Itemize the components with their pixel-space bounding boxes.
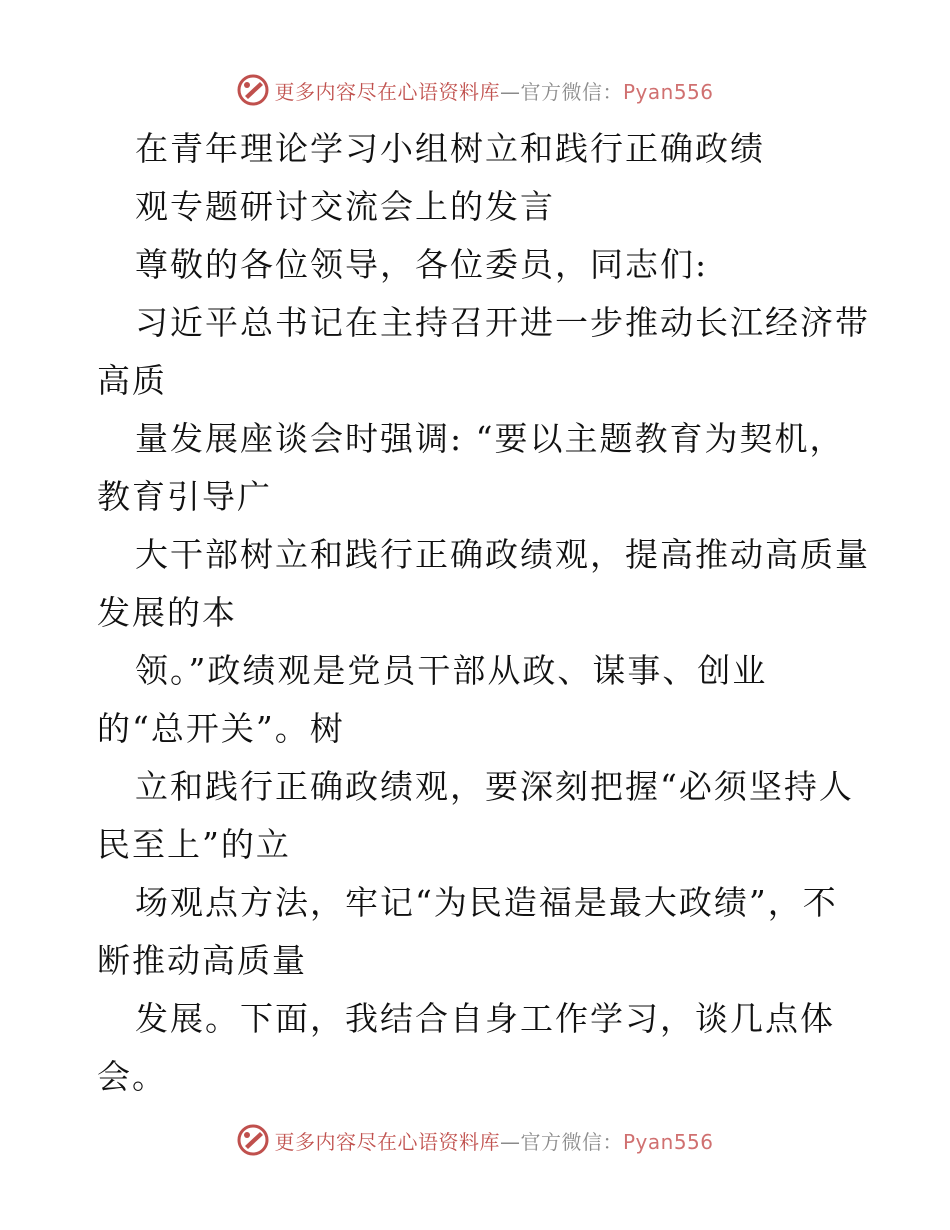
watermark-brand: 更多内容尽在心语资料库 xyxy=(274,1129,500,1154)
brand-logo-icon xyxy=(236,73,270,107)
watermark-id: Pyan556 xyxy=(622,79,714,104)
watermark-banner-top xyxy=(0,70,950,110)
watermark-banner-bottom xyxy=(0,1120,950,1160)
body-line: 民至上”的立 xyxy=(97,825,291,864)
body-line: 断推动高质量 xyxy=(97,941,307,980)
watermark-id: Pyan556 xyxy=(622,1129,714,1154)
body-line: 大干部树立和践行正确政绩观，提高推动高质量 xyxy=(135,535,870,574)
watermark-dash: — xyxy=(499,1129,521,1154)
title-line-2: 观专题研讨交流会上的发言 xyxy=(135,187,555,226)
body-line: 量发展座谈会时强调: “要以主题教育为契机， xyxy=(135,419,845,458)
watermark-dash: — xyxy=(499,79,521,104)
body-line: 的“总开关”。树 xyxy=(97,709,345,748)
body-paragraph xyxy=(97,294,870,1106)
watermark-label: 官方微信： xyxy=(520,1129,623,1154)
body-line: 习近平总书记在主持召开进一步推动长江经济带 xyxy=(135,303,870,342)
body-line: 发展。下面，我结合自身工作学习，谈几点体 xyxy=(135,999,835,1038)
body-line: 领。”政绩观是党员干部从政、谋事、创业 xyxy=(135,651,768,690)
body-line: 立和践行正确政绩观，要深刻把握“必须坚持人 xyxy=(135,767,854,806)
watermark-brand: 更多内容尽在心语资料库 xyxy=(274,79,500,104)
body-line: 会。 xyxy=(97,1057,167,1096)
salutation: 尊敬的各位领导，各位委员，同志们: xyxy=(135,245,709,284)
watermark-text xyxy=(274,1126,713,1155)
body-line: 教育引导广 xyxy=(97,477,272,516)
document-body xyxy=(97,120,870,1106)
body-line: 高质 xyxy=(97,361,167,400)
body-line: 发展的本 xyxy=(97,593,237,632)
watermark-text xyxy=(274,76,713,105)
body-line: 场观点方法，牢记“为民造福是最大政绩”，不 xyxy=(135,883,838,922)
brand-logo-icon xyxy=(236,1123,270,1157)
watermark-label: 官方微信： xyxy=(520,79,623,104)
title-line-1: 在青年理论学习小组树立和践行正确政绩 xyxy=(135,129,765,168)
